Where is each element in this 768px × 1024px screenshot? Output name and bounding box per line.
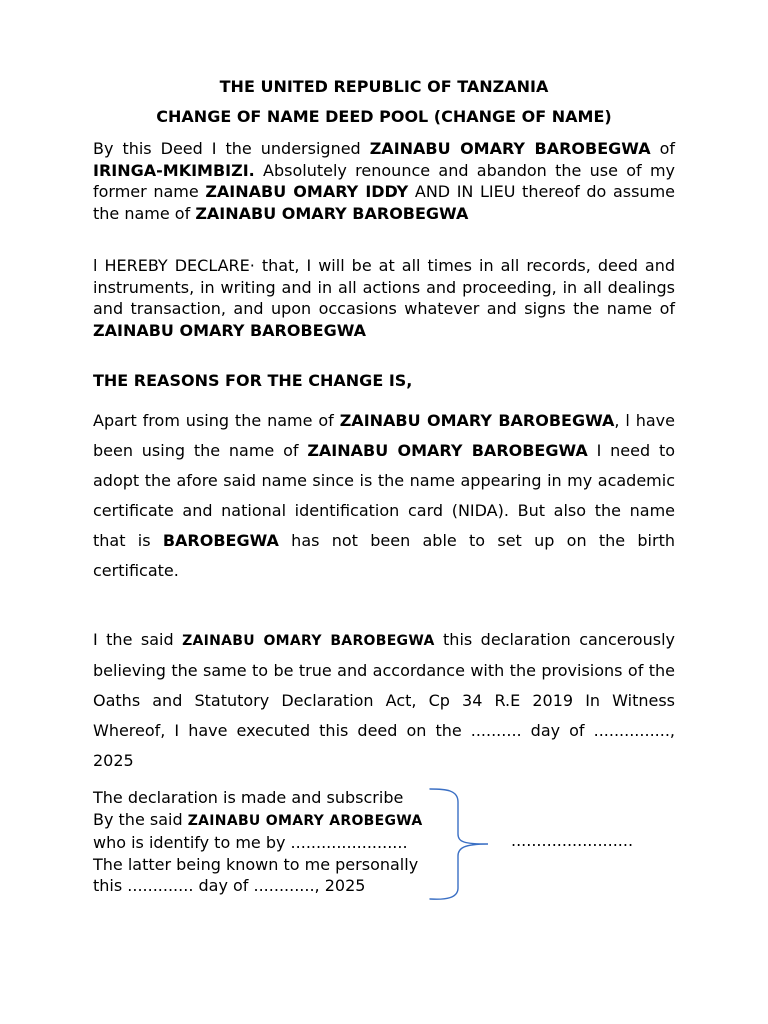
para2-name: ZAINABU OMARY BAROBEGWA [93,320,367,340]
document-title: THE UNITED REPUBLIC OF TANZANIA [219,77,549,96]
declaration-line-1: The declaration is made and subscribe [93,788,404,807]
declaration-line-5: this ............. day of ............, 2025 [93,876,366,895]
para3-text-2: , l have been using the name of [93,411,675,460]
para4-text-1: I the said [93,630,183,649]
para1-text-4: AND IN LIEU thereof do assume the name of [93,182,675,223]
para1-new-name: ZAINABU OMARY BAROBEGWA [369,139,651,158]
para3-text-3: I need to adopt the afore said name since is the name appearing in my academic certificate and national identification card (NIDA). But also the name that is [93,441,676,550]
reasons-paragraph [93,406,675,586]
para2-text-1: l HEREBY DECLARE· that, I will be at all times in all records, deed and instruments, in writing and in all actions and proceeding, in all dealings and transaction, and upon occasions whatever and signs the name of [93,256,675,318]
document-subtitle: CHANGE OF NAME DEED POOL (CHANGE OF NAME) [156,107,612,126]
para1-former-name: ZAINABU OMARY IDDY [205,182,409,201]
para1-place: IRINGA-MKIMBIZI. [93,160,255,180]
para3-text-1: Apart from using the name of [93,411,340,430]
para1-text-1: By this Deed I the undersigned [93,139,370,158]
curly-brace-icon [424,786,494,904]
para1-assumed-name: ZAINABU OMARY BAROBEGWA [195,203,469,223]
witness-paragraph [93,625,675,776]
declaration-line-2 [93,809,423,833]
declaration-line-2-prefix: By the said [93,809,188,829]
para3-name-1: ZAINABU OMARY BAROBEGWA [339,411,615,430]
deed-paragraph-2 [93,255,675,341]
signature-line: ........................ [511,831,634,850]
declaration-name: ZAINABU OMARY AROBEGWA [187,812,423,829]
declaration-line-4: The latter being known to me personally [93,854,419,874]
reasons-heading: THE REASONS FOR THE CHANGE IS, [93,371,413,390]
deed-paragraph-1 [93,138,675,224]
declaration-block [93,787,423,897]
para3-text-4: has not been able to set up on the birth certificate. [93,531,675,580]
para3-name-3: BAROBEGWA [162,531,279,550]
declaration-line-3: who is identify to me by ....................... [93,833,408,852]
para3-name-2: ZAINABU OMARY BAROBEGWA [307,441,588,460]
para1-text-2: of [650,139,675,158]
para4-text-2: this declaration cancerously believing the same to be true and accordance with the provisions of the Oaths and Statutory Declaration Act, Cp 34 R.E 2019 In Witness Whereof, I have executed this deed on the .......... day of ..............., 2025 [93,630,675,770]
para1-text-3: Absolutely renounce and abandon the use of my former name [93,160,675,201]
para4-name: ZAINABU OMARY BAROBEGWA [182,633,435,649]
